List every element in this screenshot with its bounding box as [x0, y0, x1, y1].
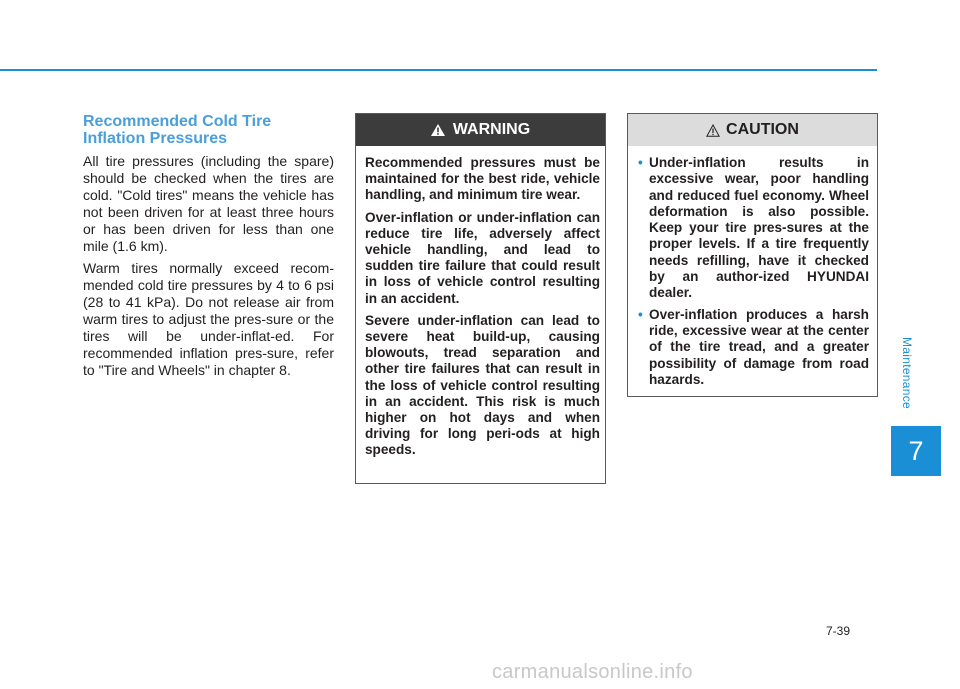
main-column — [83, 113, 334, 384]
caution-item-text: Under-inflation results in excessive wear, poor handling and reduced fuel economy. Wheel deformation is also possible. Keep your tire pres-sures at the proper levels. If a tire frequently needs refilling, have it checked by an author-ized HYUNDAI dealer. — [649, 155, 869, 301]
section-side-label: Maintenance — [900, 336, 915, 410]
warning-title: WARNING — [452, 121, 531, 138]
warning-box — [355, 113, 606, 484]
body-paragraph: All tire pressures (including the spare) should be checked when the tires are cold. "Cold tires" means the vehicle has not been driven for at least three hours or has been driven for less than one mile (1.6 km). — [83, 153, 334, 254]
caution-header — [628, 114, 877, 146]
chapter-number-box — [891, 426, 941, 476]
warning-paragraph: Over-inflation or under-inflation can reduce tire life, adversely affect vehicle handling, and lead to sudden tire failure that could result in loss of vehicle control resulting in an accident. — [365, 209, 600, 306]
caution-triangle-icon — [706, 124, 720, 137]
section-heading — [83, 113, 334, 147]
caution-item — [638, 155, 869, 302]
caution-title: CAUTION — [726, 121, 799, 138]
caution-item — [638, 307, 869, 388]
warning-header — [356, 114, 605, 146]
caution-item-text: Over-inflation produces a harsh ride, excessive wear at the center of the tire tread, and a greater possibility of damage from road hazards. — [649, 306, 869, 387]
section-heading-line1: Recommended Cold Tire — [83, 113, 272, 130]
caution-list — [628, 146, 877, 388]
bullet-icon: • — [638, 155, 643, 170]
chapter-number: 7 — [908, 435, 924, 466]
caution-box — [627, 113, 878, 397]
section-side-tab — [897, 328, 917, 418]
body-paragraph: Warm tires normally exceed recom-mended cold tire pressures by 4 to 6 psi (28 to 41 kPa). Do not release air from warm tires to adjust the pres-sure or the tires will be under-inflat-ed. For recommended inflation pres-sure, refer to "Tire and Wheels" in chapter 8. — [83, 260, 334, 378]
warning-paragraph: Recommended pressures must be maintained for the best ride, vehicle handling, and minimum tire wear. — [365, 155, 600, 203]
header-rule — [0, 69, 877, 71]
page-number: 7-39 — [826, 624, 851, 638]
warning-triangle-icon — [431, 124, 445, 136]
watermark: carmanualsonline.info — [492, 661, 693, 683]
section-heading-line2: Inflation Pressures — [83, 130, 228, 147]
bullet-icon: • — [638, 306, 643, 322]
warning-paragraph: Severe under-inflation can lead to severe heat build-up, causing blowouts, tread separation and other tire failures that can result in the loss of vehicle control resulting in an accident. This risk is much higher on hot days and when driving for long peri-ods at high speeds. — [365, 312, 600, 458]
warning-body — [356, 146, 605, 459]
